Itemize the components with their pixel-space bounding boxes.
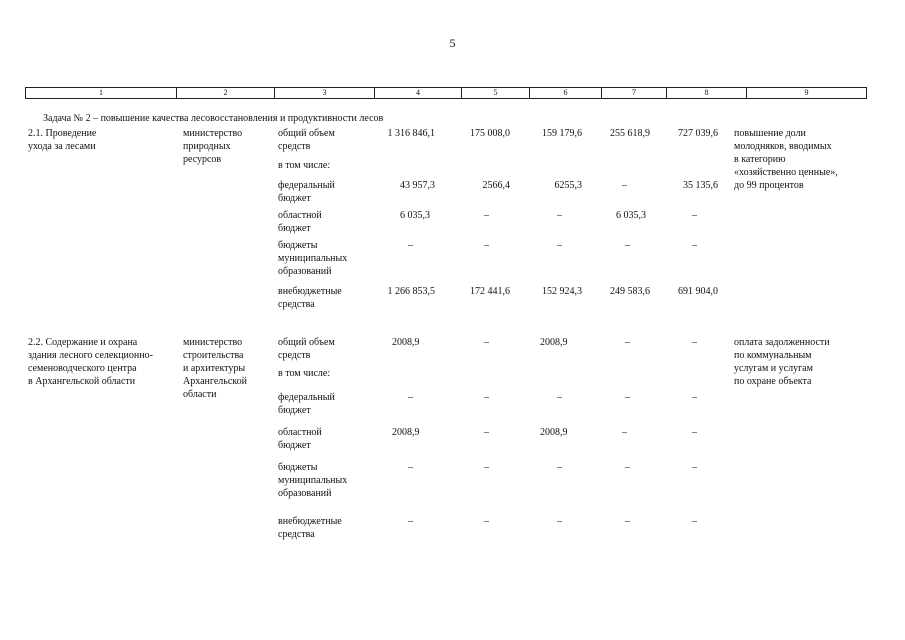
value-cell: – [408,462,413,473]
result-line: повышение доли [734,128,806,139]
value-cell: 175 008,0 [470,128,510,139]
funding-label [278,426,322,452]
funding-label [278,285,342,311]
result-line: молодняков, вводимых [734,141,832,152]
funding-label-line: бюджеты [278,462,318,473]
funding-label-line: бюджет [278,223,311,234]
value-cell: 2008,9 [392,427,420,438]
column-header: 5 [461,88,529,98]
row-title-line: семеноводческого центра [28,363,137,374]
column-header: 4 [374,88,461,98]
funding-label [278,461,347,500]
value-cell: – [692,427,697,438]
executor-line: министерство [183,337,243,348]
value-cell: 1 266 853,5 [387,286,435,297]
column-header: 1 [99,88,103,97]
row-title-line: ухода за лесами [28,141,96,152]
result-line: оплата задолженности [734,337,830,348]
funding-label [278,127,335,153]
task-title: Задача № 2 – повышение качества лесовосстановления и продуктивности лесов [43,113,384,124]
funding-label-line: средств [278,141,311,152]
value-cell: 159 179,6 [542,128,582,139]
funding-label-line: федеральный [278,180,335,191]
result-line: до 99 процентов [734,180,804,191]
value-cell: – [557,516,562,527]
funding-label-line: внебюджетные [278,286,342,297]
value-cell: 152 924,3 [542,286,582,297]
funding-label-line: общий объем [278,337,335,348]
funding-label-line: образований [278,488,332,499]
value-cell: – [484,427,489,438]
value-cell: 35 135,6 [683,180,718,191]
executor-line: Архангельской [183,376,247,387]
column-header: 9 [746,88,866,98]
funding-label [278,336,335,362]
value-cell: 255 618,9 [610,128,650,139]
column-header: 7 [601,88,666,98]
funding-label [278,209,322,235]
value-cell: – [625,240,630,251]
executor [183,127,242,166]
row-title-line: 2.1. Проведение [28,128,97,139]
row-title-line: здания лесного селекционно- [28,350,153,361]
value-cell: – [622,427,627,438]
row-title [28,127,96,153]
value-cell: 43 957,3 [400,180,435,191]
funding-label-line: образований [278,266,332,277]
value-cell: – [557,210,562,221]
result-line: по охране объекта [734,376,812,387]
funding-label [278,239,347,278]
value-cell: 2008,9 [540,427,568,438]
funding-label-line: бюджеты [278,240,318,251]
funding-label [278,367,330,380]
executor-line: ресурсов [183,154,222,165]
value-cell: 6 035,3 [400,210,430,221]
value-cell: – [692,516,697,527]
column-header: 2 [176,88,274,98]
funding-label-line: средства [278,299,315,310]
value-cell: 691 904,0 [678,286,718,297]
funding-label-line: средства [278,529,315,540]
value-cell: 727 039,6 [678,128,718,139]
value-cell: 249 583,6 [610,286,650,297]
value-cell: – [692,240,697,251]
value-cell: 2008,9 [540,337,568,348]
executor-line: и архитектуры [183,363,246,374]
executor-line: области [183,389,217,400]
value-cell: 1 316 846,1 [387,128,435,139]
funding-label-line: общий объем [278,128,335,139]
executor-line: министерство [183,128,243,139]
executor [183,336,247,401]
funding-label [278,179,335,205]
result-line: по коммунальным [734,350,812,361]
funding-label-line: федеральный [278,392,335,403]
funding-label-line: внебюджетные [278,516,342,527]
row-title-line: в Архангельской области [28,376,136,387]
result-line: услугам и услугам [734,363,813,374]
funding-label-line: бюджет [278,405,311,416]
funding-label-line: областной [278,427,322,438]
value-cell: 172 441,6 [470,286,510,297]
value-cell: 6255,3 [554,180,582,191]
value-cell: – [625,462,630,473]
value-cell: – [484,392,489,403]
value-cell: – [408,240,413,251]
column-header: 8 [666,88,746,98]
value-cell: – [484,337,489,348]
value-cell: – [625,337,630,348]
funding-label-line: областной [278,210,322,221]
value-cell: – [408,392,413,403]
funding-label-line: муниципальных [278,253,348,264]
value-cell: – [625,392,630,403]
column-header: 3 [274,88,374,98]
value-cell: – [484,210,489,221]
value-cell: – [484,462,489,473]
funding-label-line: в том числе: [278,160,331,171]
row-title-line: 2.2. Содержание и охрана [28,337,138,348]
value-cell: – [484,516,489,527]
value-cell: – [692,462,697,473]
executor-line: природных [183,141,231,152]
result-line: «хозяйственно ценные», [734,167,838,178]
column-header: 6 [529,88,601,98]
funding-label-line: бюджет [278,440,311,451]
funding-label [278,515,342,541]
value-cell: 2008,9 [392,337,420,348]
executor-line: строительства [183,350,244,361]
result-line: в категорию [734,154,786,165]
value-cell: – [408,516,413,527]
value-cell: 2566,4 [482,180,510,191]
value-cell: – [557,462,562,473]
funding-label [278,391,335,417]
value-cell: – [557,392,562,403]
value-cell: – [625,516,630,527]
value-cell: – [484,240,489,251]
expected-result [734,336,830,388]
value-cell: – [692,392,697,403]
value-cell: 6 035,3 [616,210,646,221]
funding-label-line: средств [278,350,311,361]
expected-result [734,127,838,192]
row-title [28,336,153,388]
column-number-header [25,87,867,99]
funding-label-line: бюджет [278,193,311,204]
funding-label [278,159,330,172]
value-cell: – [557,240,562,251]
value-cell: – [692,210,697,221]
value-cell: – [622,180,627,191]
funding-label-line: в том числе: [278,368,331,379]
funding-label-line: муниципальных [278,475,348,486]
page-number: 5 [449,36,456,50]
value-cell: – [692,337,697,348]
